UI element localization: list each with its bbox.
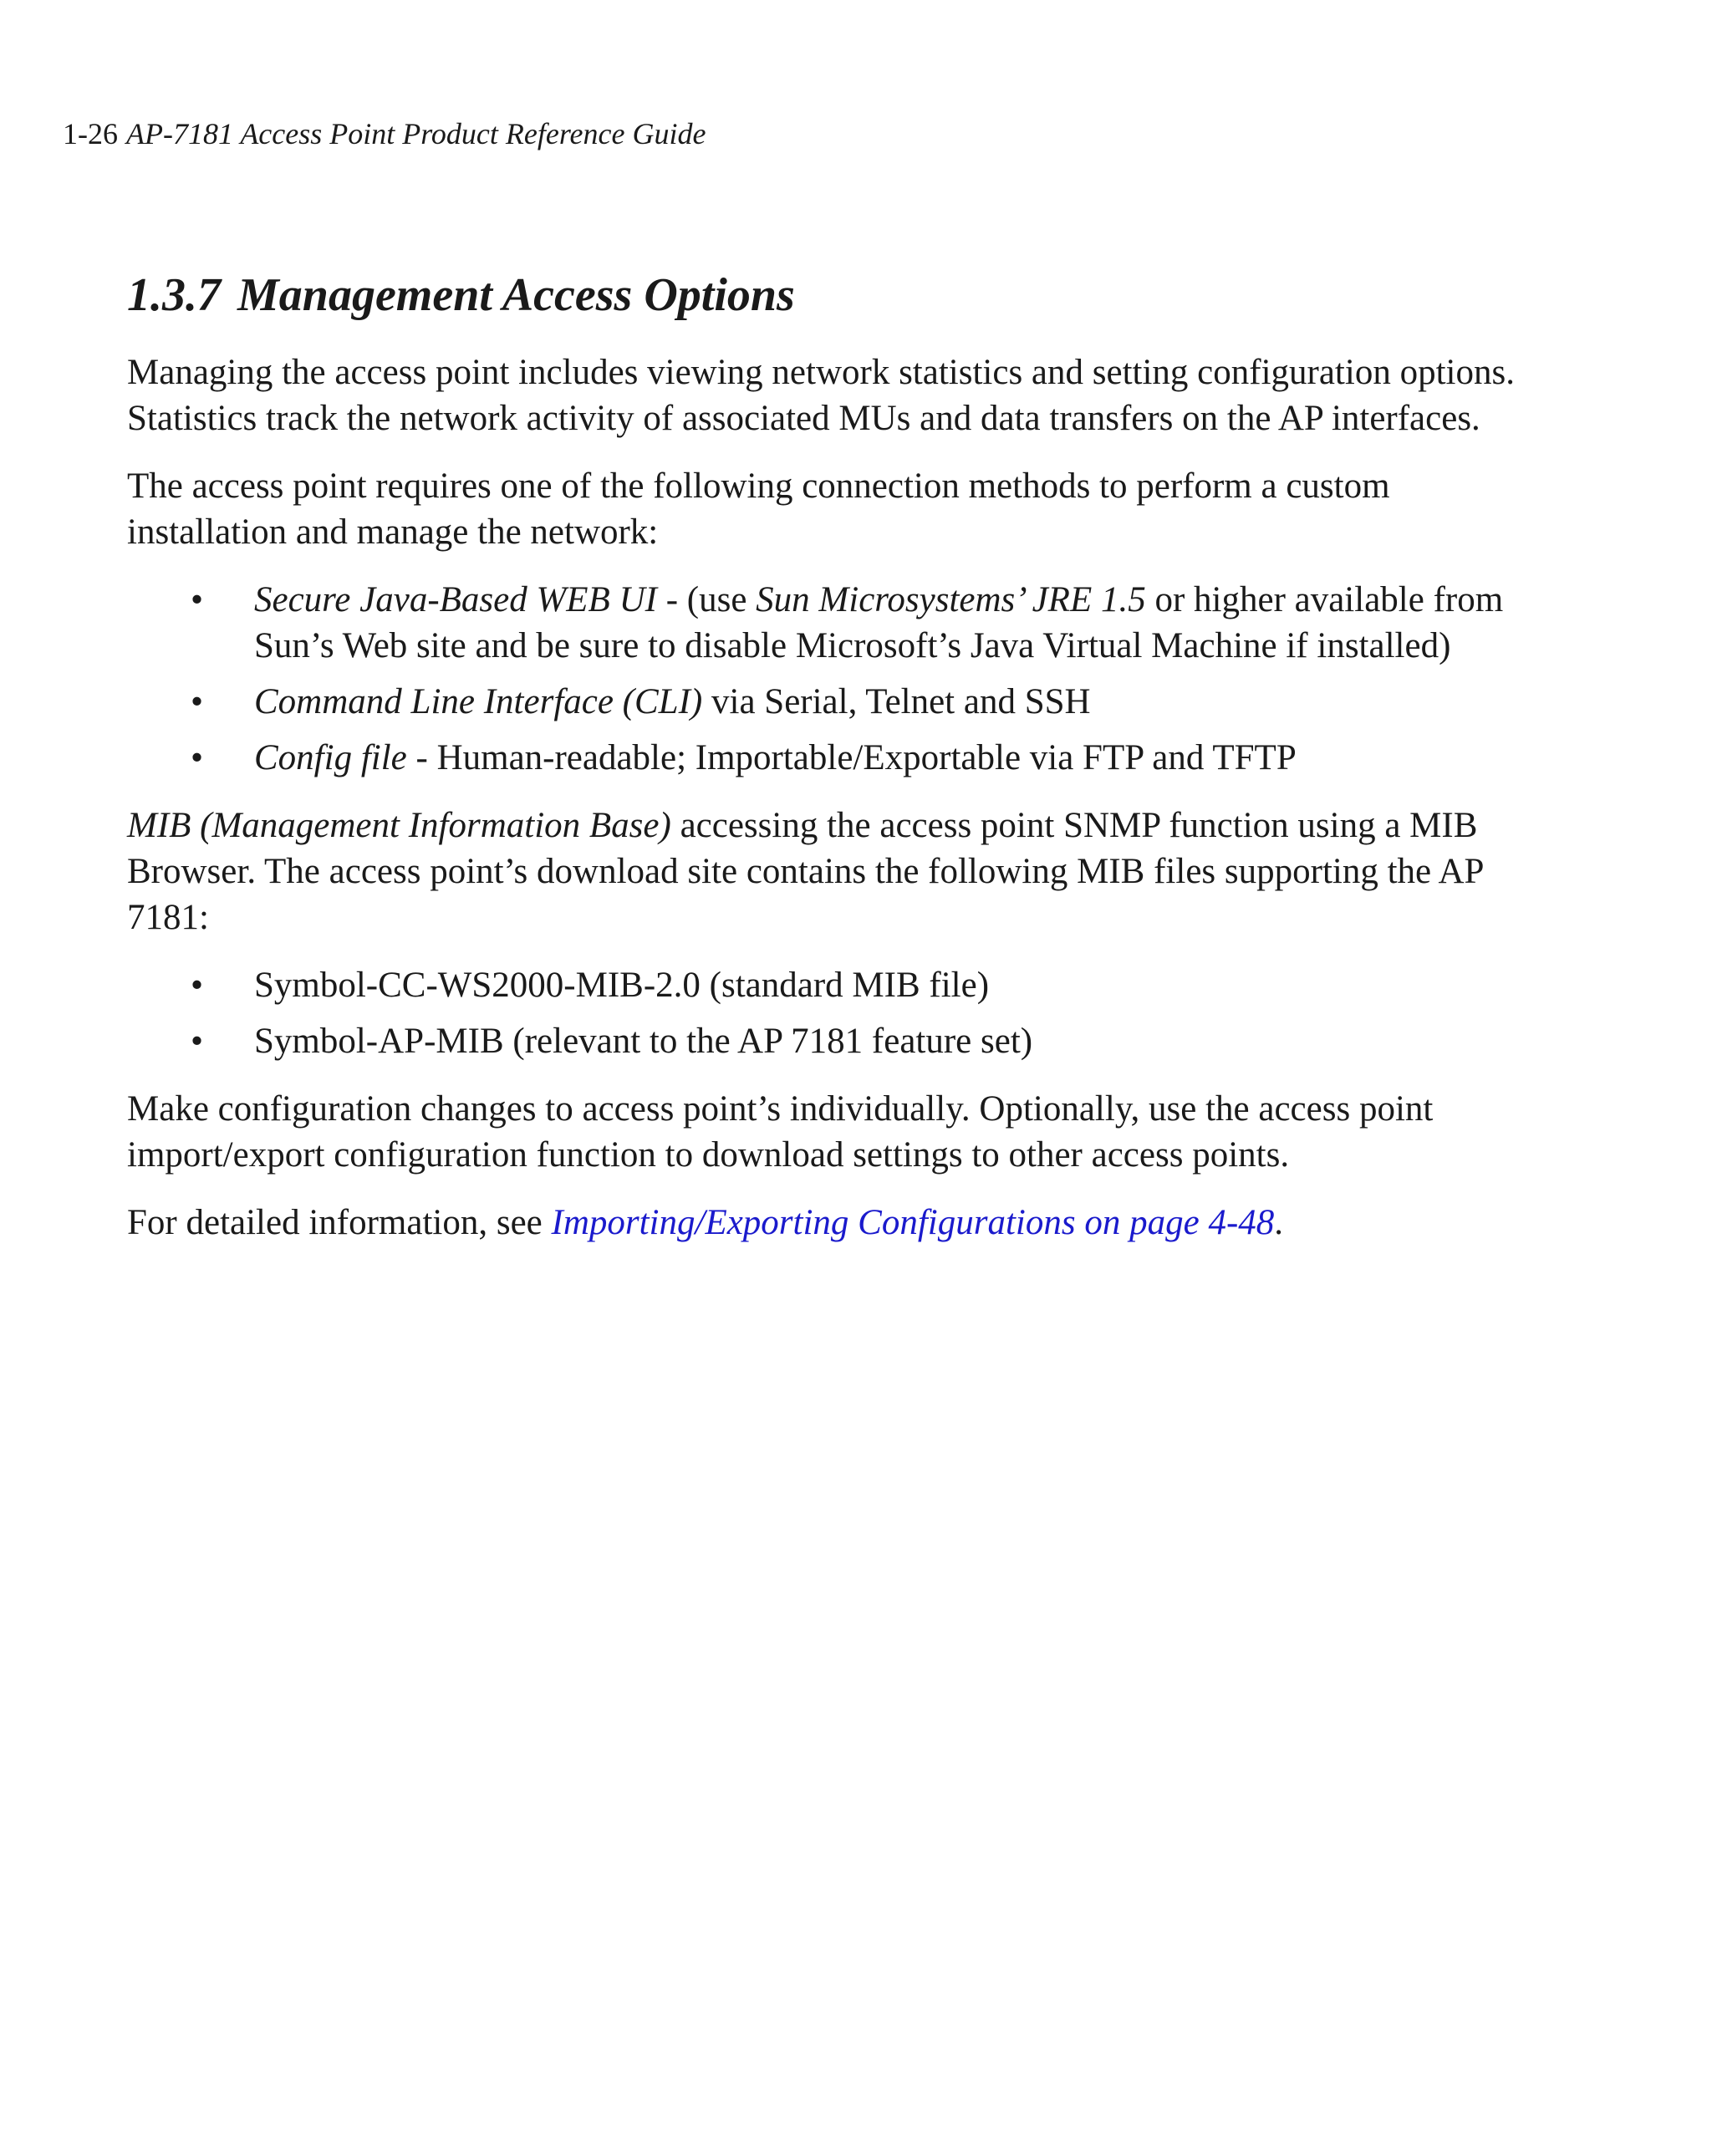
guide-title: AP-7181 Access Point Product Reference Guide (126, 117, 706, 150)
list-item-term: Command Line Interface (CLI) (254, 682, 703, 721)
connection-methods-list (127, 577, 1540, 781)
paragraph-intro: Managing the access point includes viewing network statistics and setting configuration options. Statistics track the network activity of associated MUs and data transfers on the AP interfaces. (127, 353, 1515, 438)
page-number: 1-26 (63, 117, 118, 150)
section-title-text: Management Access Options (237, 269, 795, 321)
paragraph-detailed-info (127, 1200, 1540, 1246)
bullet-icon: • (191, 966, 204, 1005)
list-item (127, 962, 1540, 1008)
bullet-icon: • (191, 1022, 204, 1061)
importing-exporting-link[interactable]: Importing/Exporting Configurations on page 4-48 (551, 1203, 1275, 1242)
list-item-text: via Serial, Telnet and SSH (702, 682, 1091, 721)
detailed-info-end: . (1274, 1203, 1284, 1242)
bullet-icon: • (191, 580, 204, 619)
mib-term: MIB (Management Information Base) (127, 806, 671, 845)
mib-files-list (127, 962, 1540, 1064)
main-content (127, 266, 1540, 1267)
list-item (127, 1018, 1540, 1064)
list-item-text: Symbol-CC-WS2000-MIB-2.0 (standard MIB file) (254, 966, 990, 1005)
list-item-text: Symbol-AP-MIB (relevant to the AP 7181 feature set) (254, 1022, 1033, 1061)
list-item-term: Sun Microsystems’ JRE 1.5 (756, 580, 1146, 619)
list-item-text: or higher available from Sun’s Web site and be sure to disable Microsoft’s Java Virtual Machine if installed) (254, 580, 1504, 665)
list-item-term: Secure Java-Based WEB UI (254, 580, 657, 619)
bullet-icon: • (191, 682, 204, 721)
list-item (127, 679, 1540, 725)
paragraph-config-changes: Make configuration changes to access point’s individually. Optionally, use the access point import/export configuration function to download settings to other access points. (127, 1089, 1434, 1175)
paragraph-connection-methods: The access point requires one of the following connection methods to perform a custom installation and manage the network: (127, 466, 1390, 552)
running-header (63, 115, 706, 152)
list-item (127, 577, 1540, 669)
bullet-icon: • (191, 738, 204, 777)
section-title (127, 266, 1540, 324)
detailed-info-text: For detailed information, see (127, 1203, 552, 1242)
mib-text: accessing the access point SNMP function using a MIB Browser. The access point’s download site contains the following MIB files supporting the AP 7181: (127, 806, 1483, 937)
paragraph-mib (127, 803, 1540, 940)
list-item-text: - (use (656, 580, 757, 619)
list-item (127, 735, 1540, 781)
list-item-term: Config file (254, 738, 407, 777)
section-number: 1.3.7 (127, 269, 221, 321)
list-item-text: - Human-readable; Importable/Exportable via FTP and TFTP (406, 738, 1297, 777)
